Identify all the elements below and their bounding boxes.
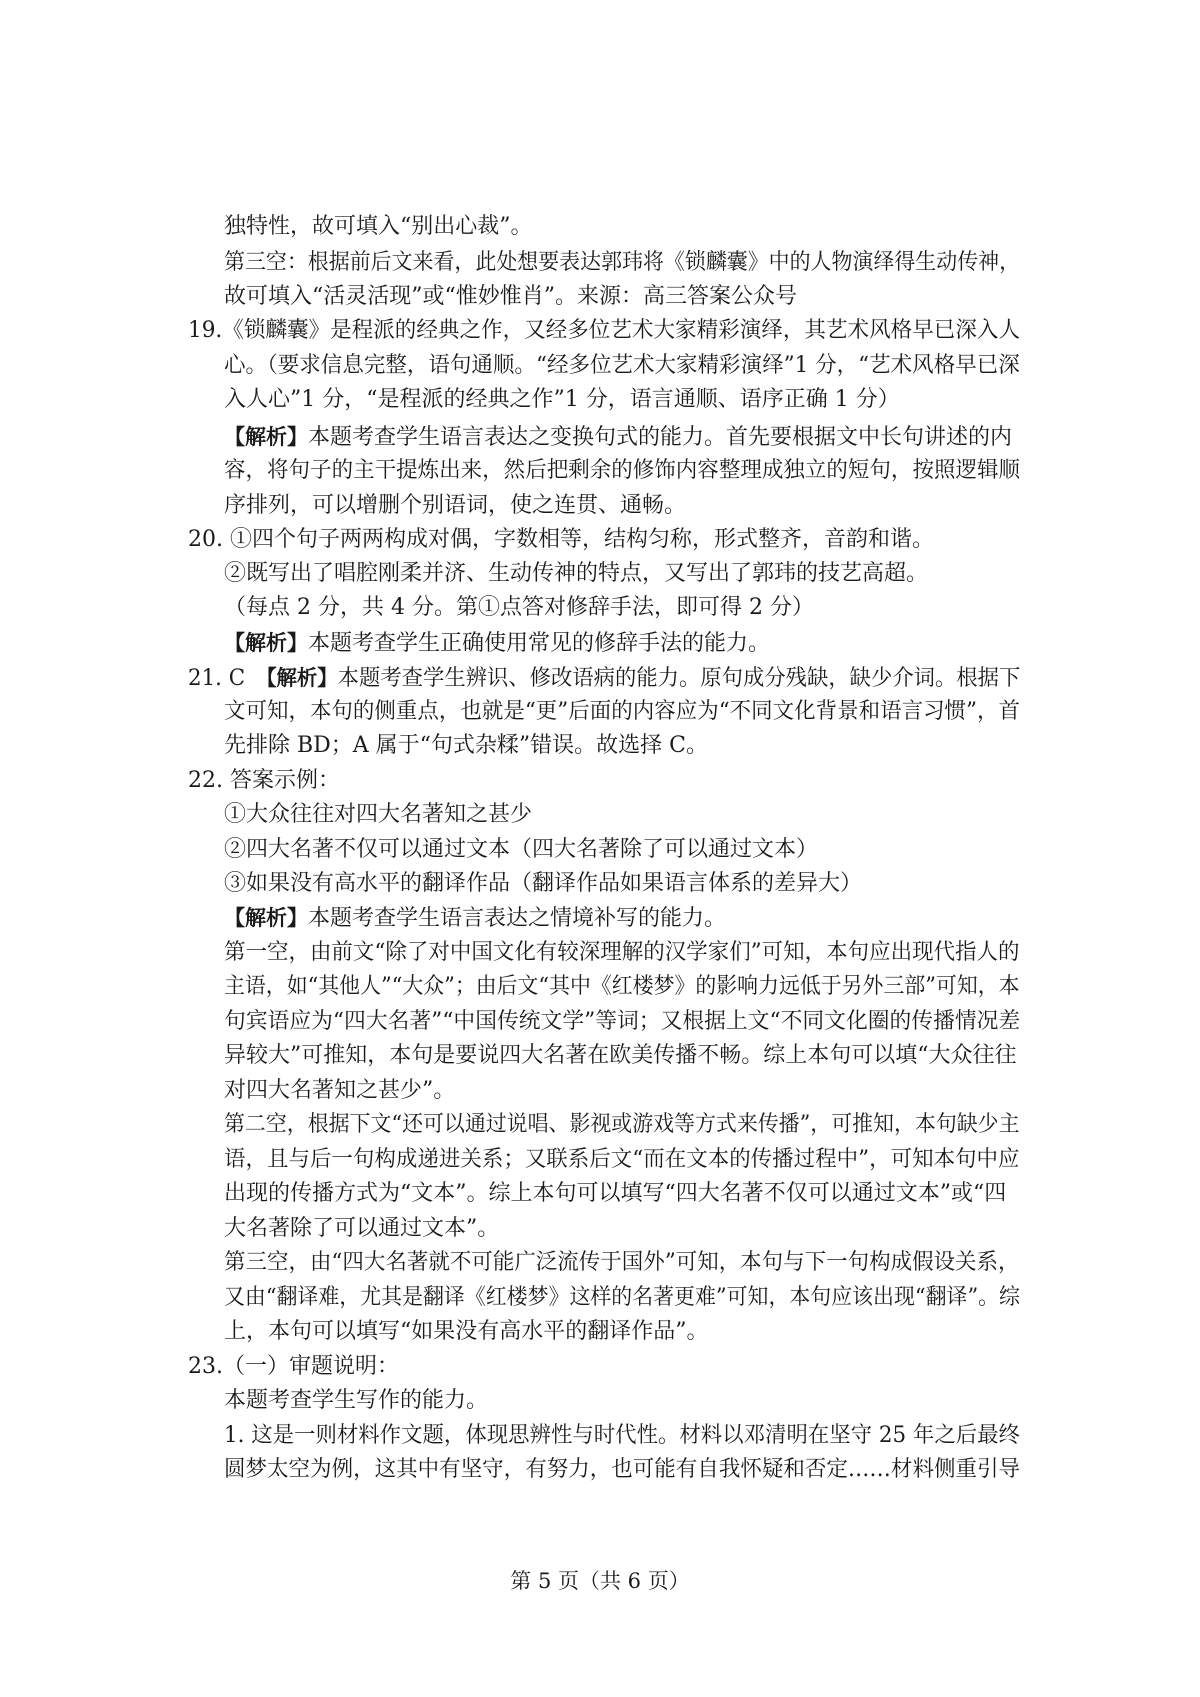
analysis-text: 本题考查学生语言表达之变换句式的能力。首先要根据文中长句讲述的内	[308, 425, 1013, 450]
text-line: 1. 这是一则材料作文题，体现思辨性与时代性。材料以邓清明在坚守 25 年之后最终	[224, 1423, 1020, 1448]
text-line: 上，本句可以填写“如果没有高水平的翻译作品”。	[224, 1319, 709, 1344]
text-line: 文可知，本句的侧重点，也就是“更”后面的内容应为“不同文化背景和语言习惯”，首	[224, 699, 1021, 724]
analysis-text: 本题考查学生辨识、修改语病的能力。原句成分残缺，缺少介词。根据下	[337, 666, 1021, 691]
text-line: 异较大”可推知，本句是要说四大名著在欧美传播不畅。综上本句可以填“大众往往	[224, 1043, 1017, 1068]
text-line: 语，且与后一句构成递进关系；又联系后文“而在文本的传播过程中”，可知本句中应	[224, 1147, 1020, 1172]
analysis-line	[224, 422, 1012, 454]
text-line: ①大众往往对四大名著知之甚少	[224, 802, 533, 827]
analysis-tag: 【解析】	[224, 631, 308, 655]
analysis-tag: 【解析】	[266, 666, 338, 690]
text-line: 对四大名著知之甚少”。	[224, 1078, 456, 1103]
text-line: 句宾语应为“四大名著”“中国传统文学”等词；又根据上文“不同文化圈的传播情况差	[224, 1009, 1021, 1034]
text-line: 又由“翻译难，尤其是翻译《红楼梦》这样的名著更难”可知，本句应该出现“翻译”。综	[224, 1285, 1020, 1310]
answer-23-line: 23.（一）审题说明：	[188, 1354, 399, 1379]
answer-21-choice: 21. C	[188, 666, 267, 691]
text-line: 第三空：根据前后文来看，此处想要表达郭玮将《锁麟囊》中的人物演绎得生动传神，	[224, 250, 1021, 275]
text-line: （每点 2 分，共 4 分。第①点答对修辞手法，即可得 2 分）	[224, 595, 814, 620]
text-line: 心。（要求信息完整，语句通顺。“经多位艺术大家精彩演绎”1 分，“艺术风格早已深	[224, 353, 1020, 378]
text-line: 独特性，故可填入“别出心裁”。	[224, 214, 533, 239]
answer-20-line: 20. ①四个句子两两构成对偶，字数相等，结构匀称，形式整齐，音韵和谐。	[188, 527, 934, 552]
analysis-line	[224, 628, 770, 660]
text-line: 主语，如“其他人”“大众”；由后文“其中《红楼梦》的影响力远低于另外三部”可知，本	[224, 974, 1020, 999]
analysis-text: 本题考查学生语言表达之情境补写的能力。	[308, 906, 727, 931]
text-line: ②既写出了唱腔刚柔并济、生动传神的特点，又写出了郭玮的技艺高超。	[224, 561, 929, 586]
text-line: 容，将句子的主干提炼出来，然后把剩余的修饰内容整理成独立的短句，按照逻辑顺	[224, 458, 1021, 483]
text-line: 故可填入“活灵活现”或“惟妙惟肖”。来源：高三答案公众号	[224, 284, 797, 309]
answer-21-line	[188, 663, 1020, 695]
text-line: ②四大名著不仅可以通过文本（四大名著除了可以通过文本）	[224, 837, 819, 862]
text-line: 第三空，由“四大名著就不可能广泛流传于国外”可知，本句与下一句构成假设关系，	[224, 1250, 1020, 1275]
text-line: 出现的传播方式为“文本”。综上本句可以填写“四大名著不仅可以通过文本”或“四	[224, 1181, 1007, 1206]
analysis-tag: 【解析】	[224, 906, 308, 930]
page-number: 第 5 页（共 6 页）	[510, 1569, 690, 1593]
text-line: ③如果没有高水平的翻译作品（翻译作品如果语言体系的差异大）	[224, 871, 863, 896]
analysis-tag: 【解析】	[224, 425, 308, 449]
answer-22-line: 22. 答案示例：	[188, 768, 340, 793]
text-line: 先排除 BD；A 属于“句式杂糅”错误。故选择 C。	[224, 733, 709, 758]
answer-19-line: 19.《锁麟囊》是程派的经典之作，又经多位艺术大家精彩演绎，其艺术风格早已深入人	[188, 318, 1021, 343]
text-line: 入人心”1 分，“是程派的经典之作”1 分，语言通顺、语序正确 1 分）	[224, 387, 900, 412]
text-line: 本题考查学生写作的能力。	[224, 1388, 489, 1413]
text-line: 序排列，可以增删个别语词，使之连贯、通畅。	[224, 493, 687, 518]
analysis-text: 本题考查学生正确使用常见的修辞手法的能力。	[308, 631, 771, 656]
text-line: 第二空，根据下文“还可以通过说唱、影视或游戏等方式来传播”，可推知，本句缺少主	[224, 1112, 1020, 1137]
text-line: 圆梦太空为例，这其中有坚守，有努力，也可能有自我怀疑和否定……材料侧重引导	[224, 1457, 1021, 1482]
analysis-line	[224, 903, 726, 935]
text-line: 第一空，由前文“除了对中国文化有较深理解的汉学家们”可知，本句应出现代指人的	[224, 940, 1020, 965]
text-line: 大名著除了可以通过文本”。	[224, 1216, 500, 1241]
